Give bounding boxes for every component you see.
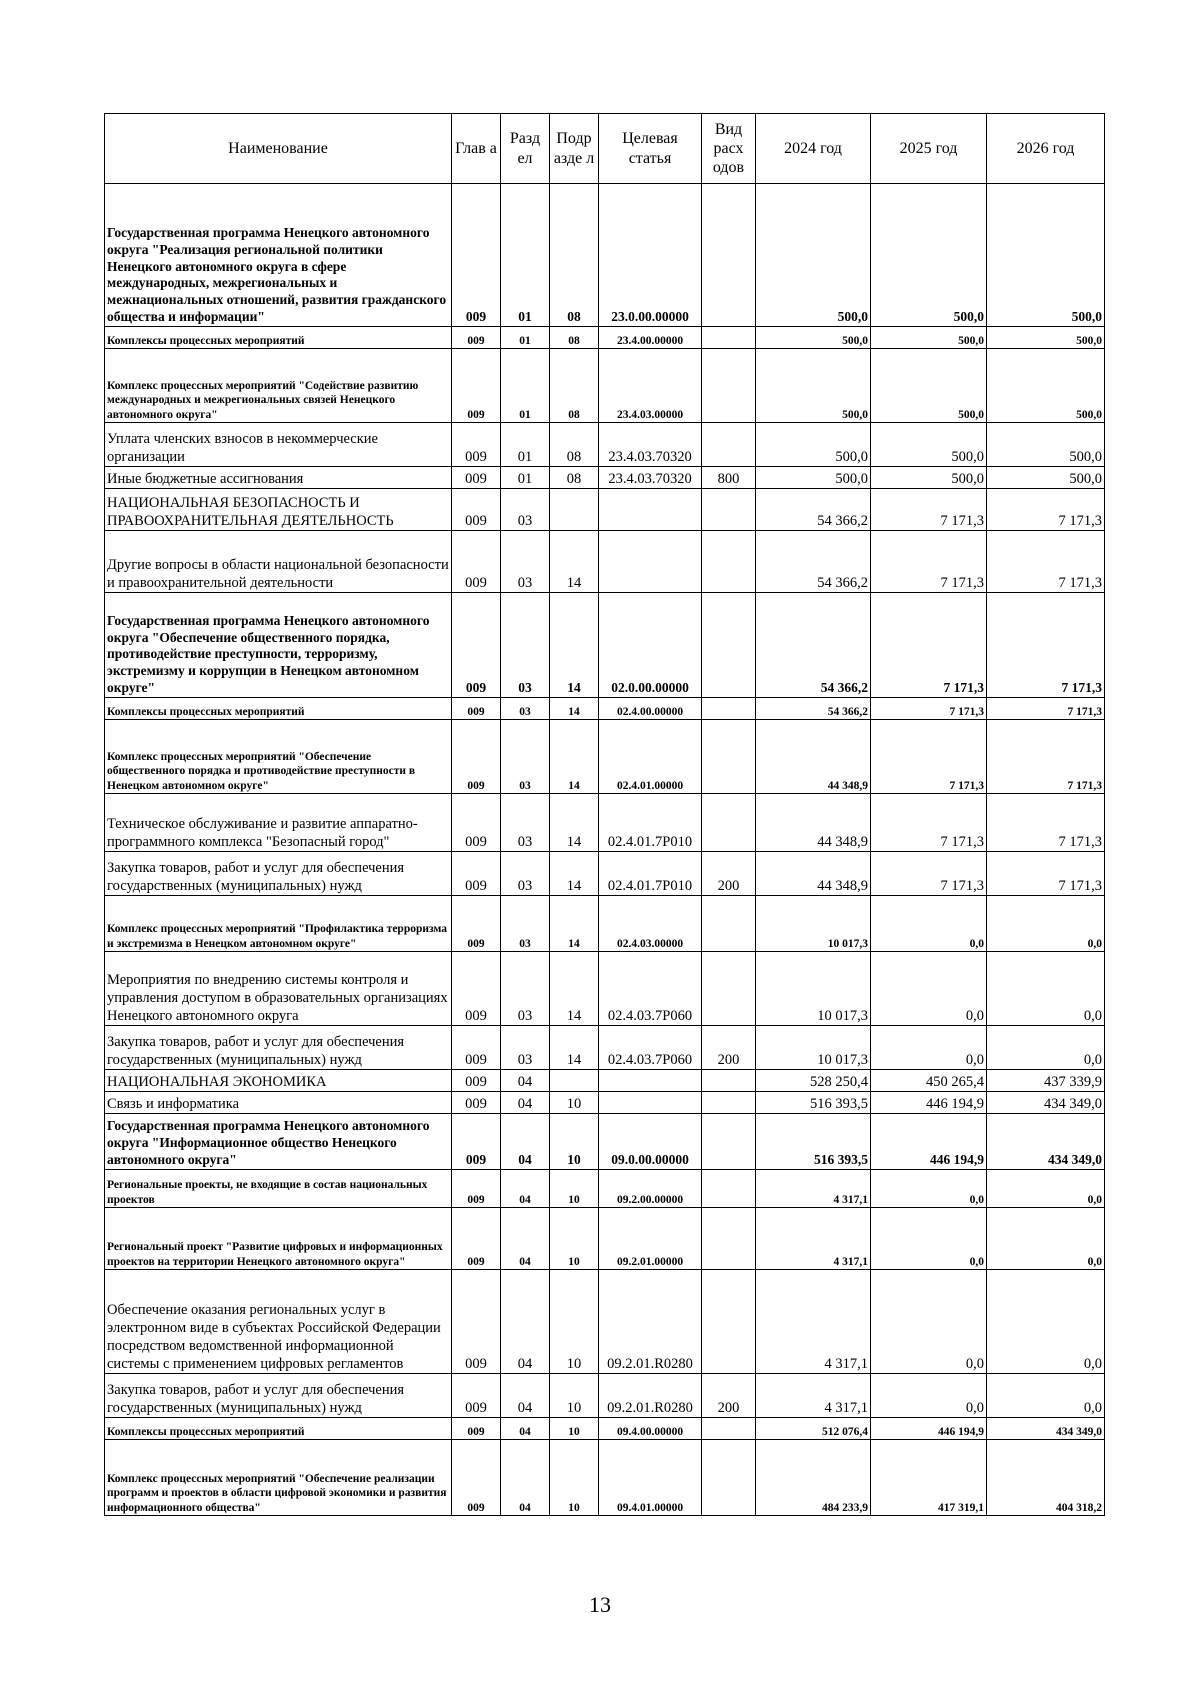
podrazdel-cell: 08 [550, 467, 599, 489]
name-cell: Комплекс процессных мероприятий "Обеспечение общественного порядка и противодействие преступности в Ненецком автономном округе" [105, 720, 452, 794]
razdel-cell: 01 [501, 327, 550, 349]
glava-cell: 009 [452, 1070, 501, 1092]
name-cell: НАЦИОНАЛЬНАЯ БЕЗОПАСНОСТЬ И ПРАВООХРАНИТЕЛЬНАЯ ДЕЯТЕЛЬНОСТЬ [105, 489, 452, 531]
glava-cell: 009 [452, 720, 501, 794]
table-row [105, 1070, 1105, 1092]
target-article-cell: 09.0.00.00000 [599, 1114, 702, 1170]
table-header-row [105, 114, 1105, 184]
podrazdel-cell: 10 [550, 1092, 599, 1114]
target-article-cell: 02.0.00.00000 [599, 593, 702, 698]
razdel-cell: 03 [501, 952, 550, 1026]
podrazdel-cell: 10 [550, 1208, 599, 1270]
target-article-cell [599, 531, 702, 593]
value-2026-cell: 7 171,3 [987, 720, 1105, 794]
table-row [105, 1374, 1105, 1418]
glava-cell: 009 [452, 852, 501, 896]
value-2025-cell: 0,0 [871, 1374, 987, 1418]
target-article-cell [599, 489, 702, 531]
target-article-cell: 02.4.03.00000 [599, 896, 702, 952]
glava-cell: 009 [452, 327, 501, 349]
razdel-cell: 03 [501, 531, 550, 593]
value-2024-cell: 484 233,9 [756, 1440, 871, 1516]
value-2026-cell: 434 349,0 [987, 1092, 1105, 1114]
expense-type-cell [702, 1070, 756, 1092]
glava-cell: 009 [452, 349, 501, 423]
header-glava: Глав а [452, 114, 501, 184]
table-row [105, 698, 1105, 720]
expense-type-cell: 800 [702, 467, 756, 489]
value-2024-cell: 10 017,3 [756, 952, 871, 1026]
value-2026-cell: 500,0 [987, 184, 1105, 327]
value-2024-cell: 44 348,9 [756, 794, 871, 852]
name-cell: Комплексы процессных мероприятий [105, 698, 452, 720]
razdel-cell: 03 [501, 593, 550, 698]
table-row [105, 1418, 1105, 1440]
podrazdel-cell: 14 [550, 1026, 599, 1070]
table-row [105, 896, 1105, 952]
razdel-cell: 04 [501, 1440, 550, 1516]
expense-type-cell [702, 720, 756, 794]
expense-type-cell [702, 794, 756, 852]
glava-cell: 009 [452, 593, 501, 698]
glava-cell: 009 [452, 1418, 501, 1440]
podrazdel-cell: 08 [550, 184, 599, 327]
podrazdel-cell: 08 [550, 349, 599, 423]
target-article-cell: 23.4.03.70320 [599, 467, 702, 489]
value-2026-cell: 434 349,0 [987, 1114, 1105, 1170]
value-2024-cell: 44 348,9 [756, 852, 871, 896]
name-cell: Комплекс процессных мероприятий "Профилактика терроризма и экстремизма в Ненецком автономном округе" [105, 896, 452, 952]
expense-type-cell [702, 1208, 756, 1270]
expense-type-cell [702, 593, 756, 698]
expense-type-cell [702, 327, 756, 349]
glava-cell: 009 [452, 423, 501, 467]
table-row [105, 720, 1105, 794]
value-2024-cell: 54 366,2 [756, 531, 871, 593]
expense-type-cell [702, 349, 756, 423]
value-2025-cell: 446 194,9 [871, 1092, 987, 1114]
name-cell: Комплексы процессных мероприятий [105, 327, 452, 349]
glava-cell: 009 [452, 489, 501, 531]
value-2025-cell: 7 171,3 [871, 531, 987, 593]
table-row [105, 423, 1105, 467]
table-row [105, 1208, 1105, 1270]
value-2026-cell: 0,0 [987, 1208, 1105, 1270]
razdel-cell: 04 [501, 1418, 550, 1440]
name-cell: Государственная программа Ненецкого автономного округа "Обеспечение общественного порядка, противодействие преступности, терроризму, экстремизму и коррупции в Ненецком автономном округе" [105, 593, 452, 698]
razdel-cell: 04 [501, 1070, 550, 1092]
value-2026-cell: 7 171,3 [987, 698, 1105, 720]
value-2024-cell: 54 366,2 [756, 593, 871, 698]
razdel-cell: 04 [501, 1114, 550, 1170]
podrazdel-cell: 14 [550, 896, 599, 952]
target-article-cell: 09.2.01.R0280 [599, 1374, 702, 1418]
target-article-cell: 02.4.01.00000 [599, 720, 702, 794]
glava-cell: 009 [452, 794, 501, 852]
podrazdel-cell: 10 [550, 1270, 599, 1374]
value-2024-cell: 54 366,2 [756, 698, 871, 720]
value-2025-cell: 7 171,3 [871, 593, 987, 698]
target-article-cell: 09.2.00.00000 [599, 1170, 702, 1208]
value-2025-cell: 0,0 [871, 1170, 987, 1208]
value-2024-cell: 4 317,1 [756, 1208, 871, 1270]
podrazdel-cell: 14 [550, 593, 599, 698]
value-2026-cell: 0,0 [987, 896, 1105, 952]
glava-cell: 009 [452, 1026, 501, 1070]
value-2026-cell: 500,0 [987, 349, 1105, 423]
podrazdel-cell: 08 [550, 327, 599, 349]
target-article-cell: 02.4.01.7Р010 [599, 852, 702, 896]
target-article-cell: 09.4.00.00000 [599, 1418, 702, 1440]
expense-type-cell [702, 1418, 756, 1440]
podrazdel-cell: 10 [550, 1170, 599, 1208]
value-2026-cell: 7 171,3 [987, 593, 1105, 698]
expense-type-cell [702, 698, 756, 720]
glava-cell: 009 [452, 1114, 501, 1170]
budget-table [104, 113, 1105, 1516]
value-2025-cell: 0,0 [871, 1270, 987, 1374]
value-2024-cell: 516 393,5 [756, 1092, 871, 1114]
value-2025-cell: 500,0 [871, 423, 987, 467]
table-row [105, 327, 1105, 349]
header-expense-type: Вид расх одов [702, 114, 756, 184]
target-article-cell: 23.4.03.70320 [599, 423, 702, 467]
razdel-cell: 03 [501, 720, 550, 794]
target-article-cell: 02.4.03.7Р060 [599, 1026, 702, 1070]
value-2025-cell: 500,0 [871, 467, 987, 489]
target-article-cell: 02.4.01.7Р010 [599, 794, 702, 852]
name-cell: Закупка товаров, работ и услуг для обеспечения государственных (муниципальных) нужд [105, 852, 452, 896]
podrazdel-cell: 14 [550, 698, 599, 720]
value-2025-cell: 446 194,9 [871, 1418, 987, 1440]
value-2024-cell: 10 017,3 [756, 896, 871, 952]
razdel-cell: 03 [501, 489, 550, 531]
glava-cell: 009 [452, 952, 501, 1026]
value-2025-cell: 500,0 [871, 327, 987, 349]
razdel-cell: 03 [501, 852, 550, 896]
razdel-cell: 01 [501, 423, 550, 467]
expense-type-cell [702, 1114, 756, 1170]
table-row [105, 952, 1105, 1026]
page-number: 13 [589, 1592, 611, 1617]
header-target-article: Целевая статья [599, 114, 702, 184]
value-2024-cell: 500,0 [756, 327, 871, 349]
table-row [105, 852, 1105, 896]
expense-type-cell [702, 1270, 756, 1374]
razdel-cell: 01 [501, 467, 550, 489]
razdel-cell: 04 [501, 1270, 550, 1374]
expense-type-cell [702, 1440, 756, 1516]
name-cell: Комплекс процессных мероприятий "Обеспечение реализации программ и проектов в области цифровой экономики и развития информационного общества" [105, 1440, 452, 1516]
table-row [105, 1170, 1105, 1208]
glava-cell: 009 [452, 1440, 501, 1516]
razdel-cell: 04 [501, 1170, 550, 1208]
table-row [105, 593, 1105, 698]
podrazdel-cell: 10 [550, 1440, 599, 1516]
header-razdel: Разд ел [501, 114, 550, 184]
expense-type-cell: 200 [702, 1374, 756, 1418]
value-2025-cell: 500,0 [871, 184, 987, 327]
glava-cell: 009 [452, 467, 501, 489]
name-cell: Региональные проекты, не входящие в состав национальных проектов [105, 1170, 452, 1208]
value-2025-cell: 7 171,3 [871, 852, 987, 896]
header-2025: 2025 год [871, 114, 987, 184]
value-2025-cell: 0,0 [871, 896, 987, 952]
value-2026-cell: 7 171,3 [987, 489, 1105, 531]
value-2025-cell: 417 319,1 [871, 1440, 987, 1516]
name-cell: Закупка товаров, работ и услуг для обеспечения государственных (муниципальных) нужд [105, 1374, 452, 1418]
header-name: Наименование [105, 114, 452, 184]
header-podrazdel: Подр азде л [550, 114, 599, 184]
podrazdel-cell: 14 [550, 952, 599, 1026]
name-cell: Связь и информатика [105, 1092, 452, 1114]
target-article-cell: 09.2.01.R0280 [599, 1270, 702, 1374]
glava-cell: 009 [452, 1270, 501, 1374]
table-body [105, 184, 1105, 1516]
podrazdel-cell: 10 [550, 1374, 599, 1418]
razdel-cell: 01 [501, 349, 550, 423]
table-row [105, 1026, 1105, 1070]
name-cell: Мероприятия по внедрению системы контроля и управления доступом в образовательных организациях Ненецкого автономного округа [105, 952, 452, 1026]
glava-cell: 009 [452, 1092, 501, 1114]
podrazdel-cell: 10 [550, 1114, 599, 1170]
razdel-cell: 04 [501, 1092, 550, 1114]
value-2024-cell: 54 366,2 [756, 489, 871, 531]
glava-cell: 009 [452, 1374, 501, 1418]
header-2024: 2024 год [756, 114, 871, 184]
table-row [105, 1270, 1105, 1374]
value-2024-cell: 44 348,9 [756, 720, 871, 794]
expense-type-cell [702, 1092, 756, 1114]
value-2026-cell: 7 171,3 [987, 794, 1105, 852]
podrazdel-cell [550, 489, 599, 531]
table-row [105, 794, 1105, 852]
table-row [105, 467, 1105, 489]
expense-type-cell [702, 423, 756, 467]
name-cell: Иные бюджетные ассигнования [105, 467, 452, 489]
value-2025-cell: 0,0 [871, 952, 987, 1026]
table-row [105, 349, 1105, 423]
value-2025-cell: 446 194,9 [871, 1114, 987, 1170]
name-cell: Государственная программа Ненецкого автономного округа "Информационное общество Ненецкого автономного округа" [105, 1114, 452, 1170]
value-2025-cell: 0,0 [871, 1026, 987, 1070]
value-2026-cell: 7 171,3 [987, 531, 1105, 593]
name-cell: Другие вопросы в области национальной безопасности и правоохранительной деятельности [105, 531, 452, 593]
target-article-cell: 23.4.03.00000 [599, 349, 702, 423]
expense-type-cell [702, 896, 756, 952]
glava-cell: 009 [452, 698, 501, 720]
name-cell: Техническое обслуживание и развитие аппаратно-программного комплекса "Безопасный город" [105, 794, 452, 852]
target-article-cell: 23.0.00.00000 [599, 184, 702, 327]
razdel-cell: 04 [501, 1208, 550, 1270]
table-row [105, 489, 1105, 531]
value-2024-cell: 500,0 [756, 184, 871, 327]
value-2024-cell: 528 250,4 [756, 1070, 871, 1092]
expense-type-cell: 200 [702, 852, 756, 896]
podrazdel-cell: 10 [550, 1418, 599, 1440]
value-2024-cell: 500,0 [756, 423, 871, 467]
name-cell: Обеспечение оказания региональных услуг в электронном виде в субъектах Российской Федерации посредством ведомственной информационной системы с применением цифровых регламентов [105, 1270, 452, 1374]
podrazdel-cell: 14 [550, 720, 599, 794]
value-2025-cell: 0,0 [871, 1208, 987, 1270]
value-2026-cell: 0,0 [987, 952, 1105, 1026]
value-2026-cell: 0,0 [987, 1170, 1105, 1208]
value-2026-cell: 500,0 [987, 327, 1105, 349]
glava-cell: 009 [452, 896, 501, 952]
value-2025-cell: 7 171,3 [871, 720, 987, 794]
razdel-cell: 03 [501, 896, 550, 952]
value-2024-cell: 500,0 [756, 467, 871, 489]
expense-type-cell [702, 184, 756, 327]
target-article-cell [599, 1092, 702, 1114]
value-2025-cell: 7 171,3 [871, 489, 987, 531]
value-2026-cell: 7 171,3 [987, 852, 1105, 896]
value-2024-cell: 4 317,1 [756, 1270, 871, 1374]
value-2024-cell: 512 076,4 [756, 1418, 871, 1440]
expense-type-cell [702, 489, 756, 531]
value-2026-cell: 0,0 [987, 1374, 1105, 1418]
podrazdel-cell: 14 [550, 794, 599, 852]
expense-type-cell [702, 1170, 756, 1208]
value-2026-cell: 404 318,2 [987, 1440, 1105, 1516]
name-cell: Комплекс процессных мероприятий "Содействие развитию международных и межрегиональных связей Ненецкого автономного округа" [105, 349, 452, 423]
value-2026-cell: 500,0 [987, 423, 1105, 467]
value-2025-cell: 500,0 [871, 349, 987, 423]
table-row [105, 1114, 1105, 1170]
expense-type-cell [702, 952, 756, 1026]
value-2026-cell: 0,0 [987, 1026, 1105, 1070]
glava-cell: 009 [452, 184, 501, 327]
value-2024-cell: 4 317,1 [756, 1374, 871, 1418]
name-cell: Уплата членских взносов в некоммерческие организации [105, 423, 452, 467]
target-article-cell: 02.4.00.00000 [599, 698, 702, 720]
glava-cell: 009 [452, 1170, 501, 1208]
target-article-cell: 23.4.00.00000 [599, 327, 702, 349]
podrazdel-cell: 14 [550, 852, 599, 896]
value-2026-cell: 500,0 [987, 467, 1105, 489]
name-cell: Комплексы процессных мероприятий [105, 1418, 452, 1440]
value-2024-cell: 4 317,1 [756, 1170, 871, 1208]
table-row [105, 1092, 1105, 1114]
value-2024-cell: 10 017,3 [756, 1026, 871, 1070]
expense-type-cell: 200 [702, 1026, 756, 1070]
target-article-cell: 09.4.01.00000 [599, 1440, 702, 1516]
value-2024-cell: 500,0 [756, 349, 871, 423]
value-2025-cell: 450 265,4 [871, 1070, 987, 1092]
razdel-cell: 03 [501, 698, 550, 720]
podrazdel-cell: 14 [550, 531, 599, 593]
value-2026-cell: 0,0 [987, 1270, 1105, 1374]
name-cell: НАЦИОНАЛЬНАЯ ЭКОНОМИКА [105, 1070, 452, 1092]
value-2026-cell: 437 339,9 [987, 1070, 1105, 1092]
glava-cell: 009 [452, 1208, 501, 1270]
razdel-cell: 01 [501, 184, 550, 327]
expense-type-cell [702, 531, 756, 593]
header-2026: 2026 год [987, 114, 1105, 184]
table-row [105, 531, 1105, 593]
podrazdel-cell: 08 [550, 423, 599, 467]
razdel-cell: 03 [501, 794, 550, 852]
name-cell: Закупка товаров, работ и услуг для обеспечения государственных (муниципальных) нужд [105, 1026, 452, 1070]
razdel-cell: 04 [501, 1374, 550, 1418]
target-article-cell [599, 1070, 702, 1092]
target-article-cell: 02.4.03.7Р060 [599, 952, 702, 1026]
razdel-cell: 03 [501, 1026, 550, 1070]
target-article-cell: 09.2.01.00000 [599, 1208, 702, 1270]
value-2024-cell: 516 393,5 [756, 1114, 871, 1170]
name-cell: Государственная программа Ненецкого автономного округа "Реализация региональной политики Ненецкого автономного округа в сфере международных, межрегиональных и межнациональных отношений, развития гражданского общества и информации" [105, 184, 452, 327]
table-row [105, 184, 1105, 327]
glava-cell: 009 [452, 531, 501, 593]
value-2025-cell: 7 171,3 [871, 794, 987, 852]
name-cell: Региональный проект "Развитие цифровых и информационных проектов на территории Ненецкого автономного округа" [105, 1208, 452, 1270]
value-2025-cell: 7 171,3 [871, 698, 987, 720]
value-2026-cell: 434 349,0 [987, 1418, 1105, 1440]
table-row [105, 1440, 1105, 1516]
podrazdel-cell [550, 1070, 599, 1092]
